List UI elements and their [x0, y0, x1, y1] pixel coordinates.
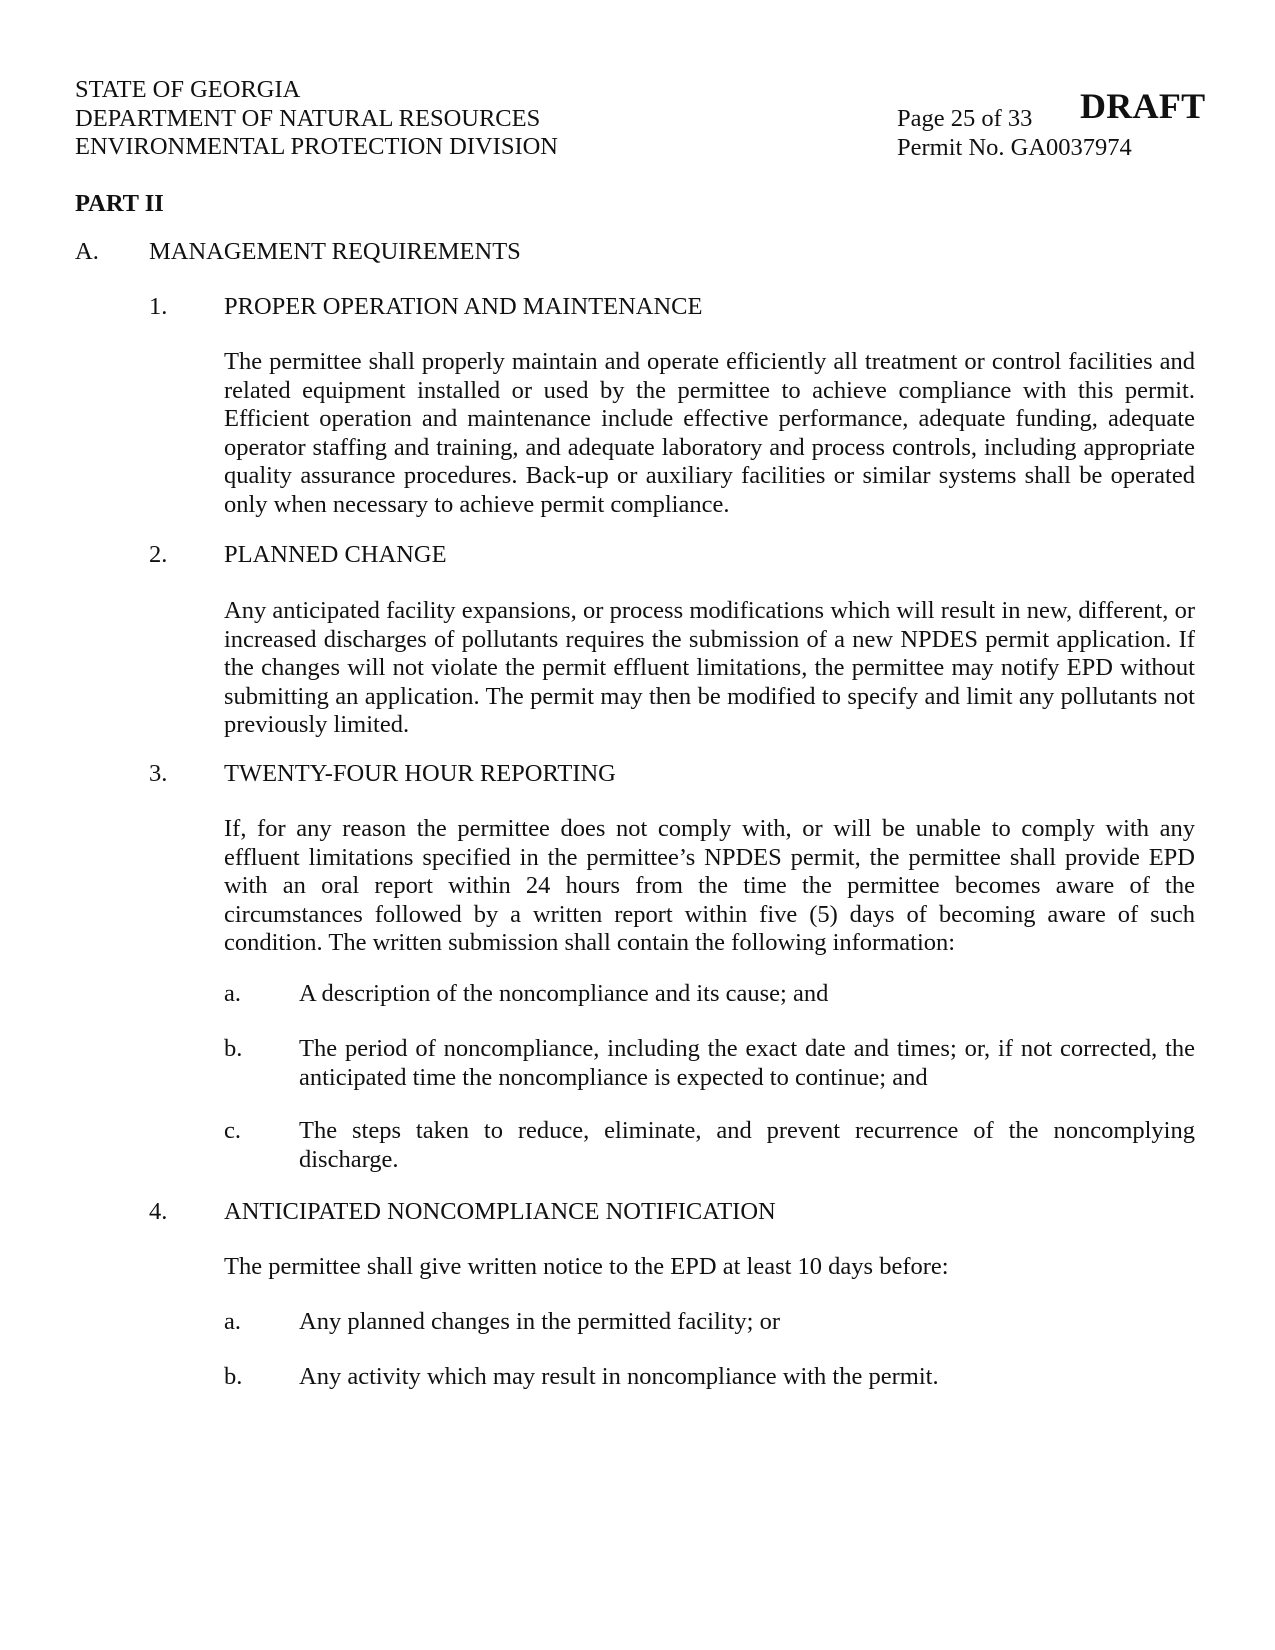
- item-4-paragraph: The permittee shall give written notice to the EPD at least 10 days before:: [224, 1253, 949, 1280]
- page-number: Page 25 of 33: [897, 105, 1033, 132]
- item-4b-text: Any activity which may result in noncompliance with the permit.: [299, 1363, 939, 1390]
- item-1-paragraph: The permittee shall properly maintain and operate efficiently all treatment or control facilities and related equipment installed or used by the permittee to achieve compliance with this permit. Efficient operation and maintenance include effective performance, adequate funding, adequate operator staffing and training, and adequate laboratory and process controls, including appropriate quality assurance procedures. Back-up or auxiliary facilities or similar systems shall be operated only when necessary to achieve permit compliance.: [224, 348, 1195, 518]
- item-2-paragraph: Any anticipated facility expansions, or process modifications which will result in new, different, or increased discharges of pollutants requires the submission of a new NPDES permit application. If the changes will not violate the permit effluent limitations, the permittee may notify EPD without submitting an application. The permit may then be modified to specify and limit any pollutants not previously limited.: [224, 597, 1195, 738]
- section-a-letter: A.: [75, 238, 99, 265]
- item-1-title: PROPER OPERATION AND MAINTENANCE: [224, 293, 703, 320]
- item-3-title: TWENTY-FOUR HOUR REPORTING: [224, 760, 616, 787]
- item-3a-letter: a.: [224, 980, 241, 1007]
- item-3-paragraph: If, for any reason the permittee does not comply with, or will be unable to comply with any effluent limitations specified in the permittee’s NPDES permit, the permittee shall provide EPD with an oral report within 24 hours from the time the permittee becomes aware of the circumstances followed by a written report within five (5) days of becoming aware of such condition. The written submission shall contain the following information:: [224, 815, 1195, 956]
- section-a-title: MANAGEMENT REQUIREMENTS: [149, 238, 521, 265]
- item-3c-letter: c.: [224, 1117, 241, 1144]
- item-3b-text: The period of noncompliance, including the exact date and times; or, if not corrected, the anticipated time the noncompliance is expected to continue; and: [299, 1035, 1195, 1091]
- item-3b-letter: b.: [224, 1035, 243, 1062]
- item-4-title: ANTICIPATED NONCOMPLIANCE NOTIFICATION: [224, 1198, 776, 1225]
- permit-number: Permit No. GA0037974: [897, 133, 1132, 161]
- header-division: ENVIRONMENTAL PROTECTION DIVISION: [75, 133, 559, 160]
- item-4-number: 4.: [149, 1198, 168, 1225]
- draft-watermark: DRAFT: [1080, 86, 1206, 126]
- item-4a-text: Any planned changes in the permitted facility; or: [299, 1308, 781, 1335]
- part-title: PART II: [75, 190, 164, 217]
- item-3c-text: The steps taken to reduce, eliminate, and prevent recurrence of the noncomplying discharge.: [299, 1117, 1195, 1173]
- item-1-number: 1.: [149, 293, 168, 320]
- item-4a-letter: a.: [224, 1308, 241, 1335]
- header-department: DEPARTMENT OF NATURAL RESOURCES: [75, 104, 541, 132]
- item-2-title: PLANNED CHANGE: [224, 541, 447, 568]
- item-4b-letter: b.: [224, 1363, 243, 1390]
- item-2-number: 2.: [149, 541, 168, 568]
- item-3a-text: A description of the noncompliance and its cause; and: [299, 980, 829, 1007]
- agency-header: [75, 76, 558, 162]
- item-3-number: 3.: [149, 760, 168, 787]
- header-state: STATE OF GEORGIA: [75, 76, 301, 103]
